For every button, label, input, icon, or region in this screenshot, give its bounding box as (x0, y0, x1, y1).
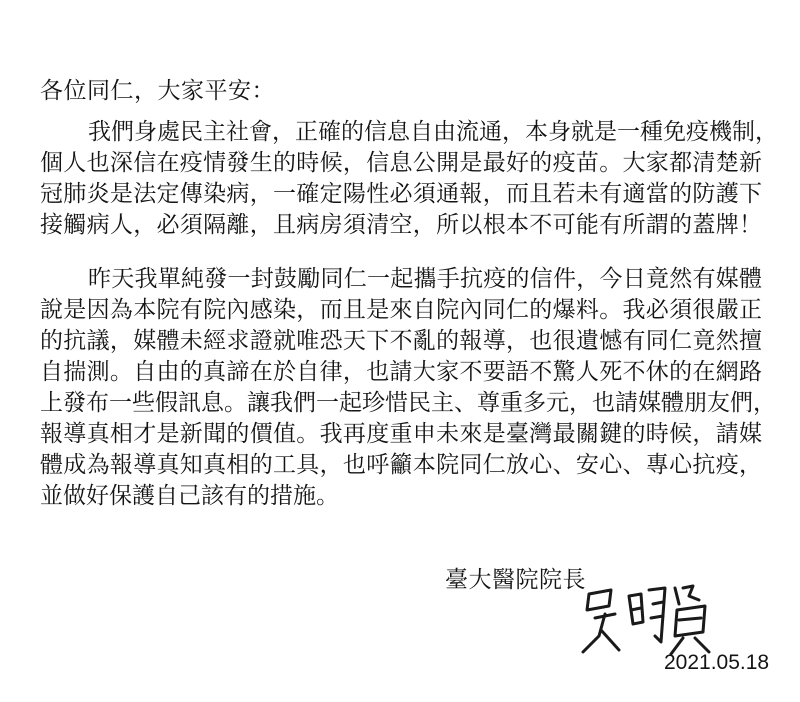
paragraph-line: 昨天我單純發一封鼓勵同仁一起攜手抗疫的信件，今日竟然有媒體 (88, 266, 762, 292)
paragraph-2 (40, 264, 776, 512)
letter-date: 2021.05.18 (664, 651, 770, 674)
paragraph-line: 我們身處民主社會，正確的信息自由流通，本身就是一種免疫機制， (88, 119, 778, 145)
paragraph-line: 上發布一些假訊息。讓我們一起珍惜民主、尊重多元，也請媒體朋友們， (40, 390, 776, 416)
paragraph-1 (40, 117, 778, 241)
handwritten-signature (575, 580, 715, 660)
paragraph-line: 個人也深信在疫情發生的時候，信息公開是最好的疫苗。大家都清楚新 (40, 150, 762, 176)
paragraph-line: 報導真相才是新聞的價值。我再度重申未來是臺灣最關鍵的時候，請媒 (40, 421, 762, 447)
paragraph-line: 並做好保護自己該有的措施。 (40, 483, 339, 509)
paragraph-line: 說是因為本院有院內感染，而且是來自院內同仁的爆料。我必須很嚴正 (40, 297, 762, 323)
paragraph-line: 接觸病人，必須隔離，且病房須清空，所以根本不可能有所謂的蓋牌！ (40, 212, 762, 238)
paragraph-line: 的抗議，媒體未經求證就唯恐天下不亂的報導，也很遺憾有同仁竟然擅 (40, 328, 762, 354)
signature-title: 臺大醫院院長 (445, 567, 586, 593)
greeting: 各位同仁，大家平安： (40, 78, 275, 104)
paragraph-line: 冠肺炎是法定傳染病，一確定陽性必須通報，而且若未有適當的防護下 (40, 181, 762, 207)
paragraph-line: 體成為報導真知真相的工具，也呼籲本院同仁放心、安心、專心抗疫， (40, 452, 762, 478)
paragraph-line: 自揣測。自由的真諦在於自律，也請大家不要語不驚人死不休的在網路 (40, 359, 762, 385)
